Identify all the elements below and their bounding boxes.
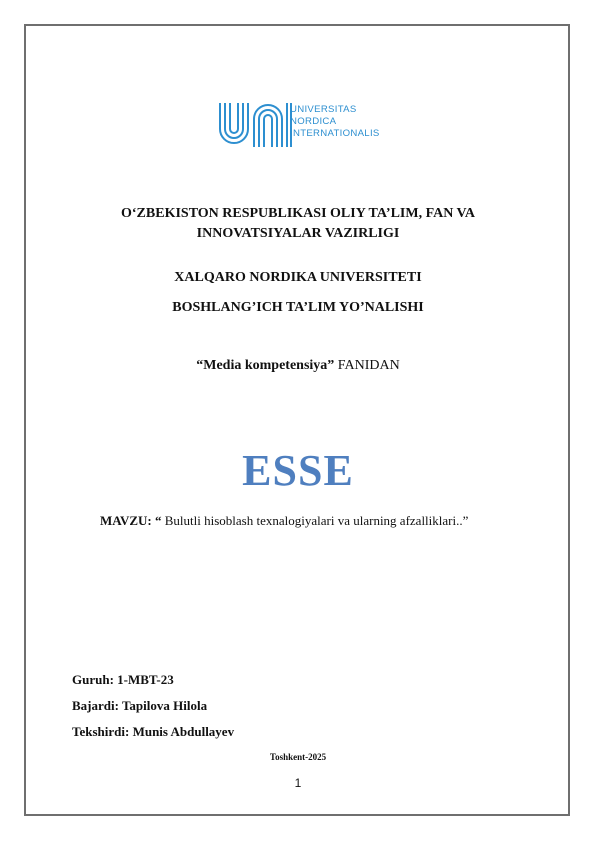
- university-name: XALQARO NORDIKA UNIVERSITETI: [174, 270, 422, 285]
- topic-text: Bulutli hisoblash texnalogiyalari va ularning afzalliklari..”: [164, 513, 469, 528]
- city-year: Toshkent-2025: [269, 752, 327, 762]
- group-label: Guruh: 1-MBT-23: [72, 672, 174, 687]
- essay-title: ESSE: [242, 446, 354, 495]
- ministry-line-1: O‘ZBEKISTON RESPUBLIKASI OLIY TA’LIM, FAN VA: [121, 206, 475, 221]
- logo-line-2: NORDICA: [290, 116, 337, 127]
- topic-line: [100, 513, 468, 529]
- topic-quote-open: “: [155, 513, 162, 528]
- logo-line-3: INTERNATIONALIS: [290, 128, 380, 139]
- topic-label: MAVZU:: [100, 513, 152, 528]
- subject-name: “Media kompetensiya”: [196, 358, 335, 373]
- subject-suffix: FANIDAN: [337, 358, 400, 373]
- logo-text: [290, 104, 380, 140]
- subject-line: [30, 358, 566, 374]
- author-label: Bajardi: Tapilova Hilola: [72, 698, 208, 713]
- ministry-line-2: INNOVATSIYALAR VAZIRLIGI: [196, 226, 400, 241]
- checker-label: Tekshirdi: Munis Abdullayev: [72, 724, 235, 739]
- department-name: BOSHLANG’ICH TA’LIM YO’NALISHI: [172, 300, 424, 315]
- un-monogram-icon: [220, 103, 291, 147]
- page-number: 1: [294, 776, 302, 790]
- logo-line-1: UNIVERSITAS: [290, 104, 357, 115]
